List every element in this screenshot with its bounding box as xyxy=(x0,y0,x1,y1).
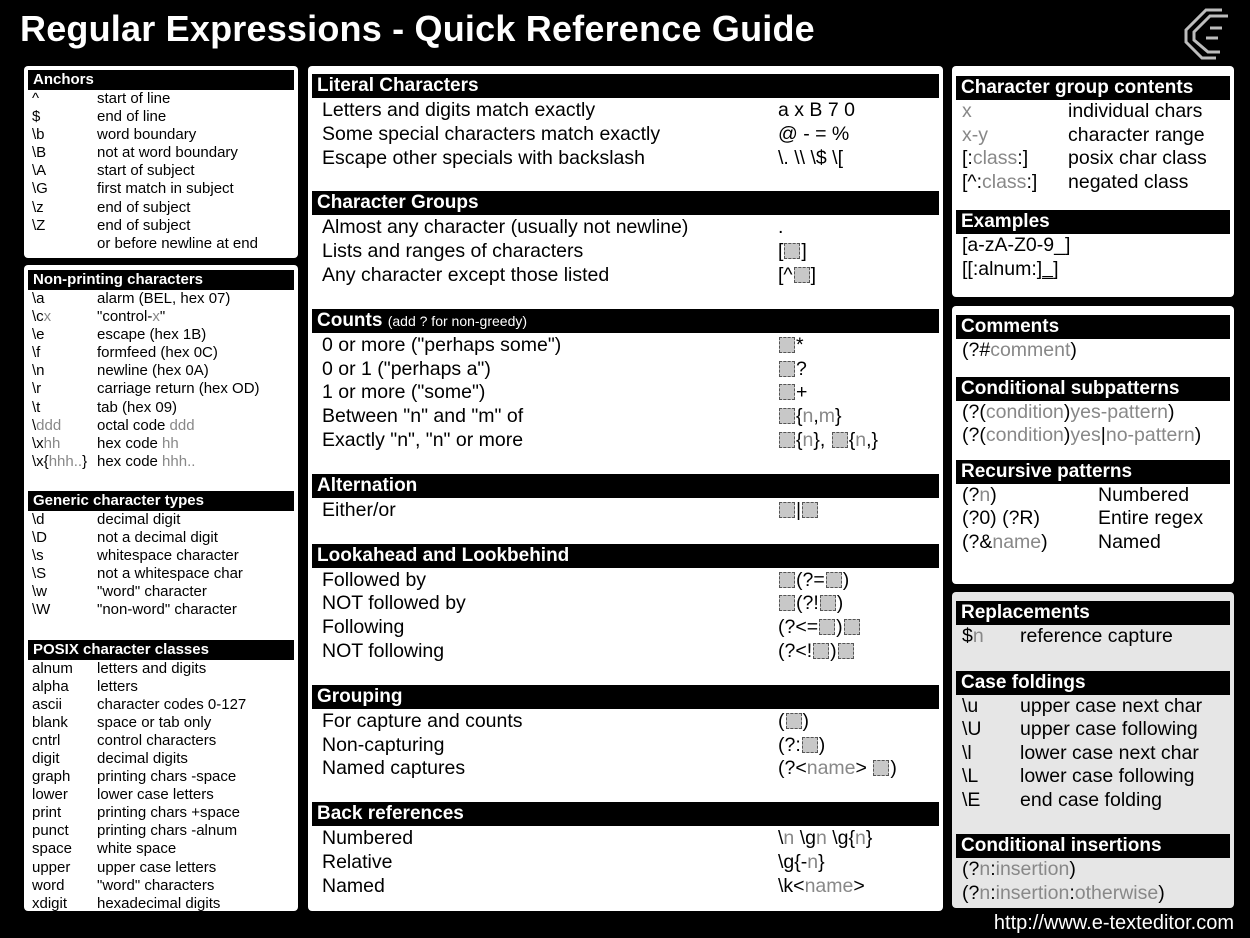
grouping-header: Grouping xyxy=(312,685,939,709)
anchor-key: \G xyxy=(32,180,48,198)
conditional-line-2: (?(condition)yes|no-pattern) xyxy=(962,424,1202,446)
posix-class-row xyxy=(24,714,298,732)
token-placeholder-icon xyxy=(802,502,818,518)
count-row xyxy=(308,333,943,357)
group-content-key: [^:class:] xyxy=(962,170,1038,193)
posix-class-row xyxy=(24,859,298,877)
condins-line-2: (?n:insertion:otherwise) xyxy=(962,881,1165,904)
posix-class-row xyxy=(24,804,298,822)
posix-class-row xyxy=(24,678,298,696)
backref-desc: Relative xyxy=(322,850,393,873)
posix-class-row xyxy=(24,660,298,678)
literal-key: Letters and digits match exactly xyxy=(322,99,596,121)
generic-type-key: \S xyxy=(32,565,47,583)
posix-class-desc: letters xyxy=(97,677,138,695)
anchor-key: \z xyxy=(32,198,44,216)
posix-class-row xyxy=(24,732,298,750)
group-desc: Almost any character (usually not newline) xyxy=(322,216,689,239)
posix-class-key: alnum xyxy=(32,659,73,677)
anchor-desc: word boundary xyxy=(97,126,197,144)
replacement-key: $n xyxy=(962,625,984,647)
nonprinting-desc: formfeed (hex 0C) xyxy=(97,344,218,362)
posix-class-row xyxy=(24,768,298,786)
anchor-row xyxy=(24,180,298,198)
posix-class-desc: white space xyxy=(97,840,177,858)
count-row xyxy=(308,380,943,404)
casefold-desc: upper case following xyxy=(1020,718,1198,740)
casefold-key: \u xyxy=(962,694,979,717)
posix-class-desc: "word" characters xyxy=(97,876,215,894)
generic-type-key: \w xyxy=(32,583,47,601)
backref-syntax: \k<name> xyxy=(778,874,865,897)
generic-type-row xyxy=(24,529,298,547)
token-placeholder-icon xyxy=(802,737,818,753)
posix-class-desc: space or tab only xyxy=(97,713,212,731)
group-content-key: [:class:] xyxy=(962,147,1029,169)
anchors-header: Anchors xyxy=(28,70,294,90)
grouping-row xyxy=(308,733,943,757)
casefold-desc: lower case following xyxy=(1020,765,1195,787)
posix-class-key: xdigit xyxy=(32,894,68,911)
casefold-row xyxy=(952,742,1234,766)
token-placeholder-icon xyxy=(819,619,835,635)
posix-header: POSIX character classes xyxy=(28,640,294,660)
anchor-row xyxy=(24,108,298,126)
nonprinting-row xyxy=(24,362,298,380)
token-placeholder-icon xyxy=(779,572,795,588)
posix-class-key: word xyxy=(32,876,65,894)
posix-class-row xyxy=(24,786,298,804)
nonprinting-key: \f xyxy=(32,344,41,362)
look-row xyxy=(308,615,943,639)
posix-class-desc: decimal digits xyxy=(97,749,188,767)
anchor-desc: or before newline at end xyxy=(97,234,258,252)
recursive-key: (?&name) xyxy=(962,530,1048,553)
token-placeholder-icon xyxy=(832,432,848,448)
posix-class-key: graph xyxy=(32,768,71,786)
posix-class-key: blank xyxy=(32,713,68,731)
nonprinting-panel xyxy=(24,265,298,911)
anchor-desc: first match in subject xyxy=(97,180,234,198)
literal-desc: a x B 7 0 xyxy=(778,99,855,121)
token-placeholder-icon xyxy=(844,619,860,635)
posix-class-key: cntrl xyxy=(32,731,61,749)
anchor-row xyxy=(24,144,298,162)
anchor-desc: start of line xyxy=(97,90,171,107)
count-desc: 0 or more ("perhaps some") xyxy=(322,333,562,356)
casefold-row xyxy=(952,765,1234,789)
token-placeholder-icon xyxy=(838,643,854,659)
nonprinting-desc: newline (hex 0A) xyxy=(97,362,209,380)
casefold-row xyxy=(952,718,1234,742)
token-placeholder-icon xyxy=(779,502,795,518)
posix-class-key: space xyxy=(32,840,73,858)
alternation-header: Alternation xyxy=(312,474,939,498)
casefold-header: Case foldings xyxy=(956,671,1230,695)
casefold-key: \U xyxy=(962,718,982,740)
nonprinting-key: \cx xyxy=(32,308,52,326)
generic-type-desc: not a decimal digit xyxy=(97,529,218,547)
generic-type-desc: "non-word" character xyxy=(97,601,237,619)
token-placeholder-icon xyxy=(779,361,795,377)
e-texteditor-logo-icon xyxy=(1176,6,1238,64)
generic-type-desc: decimal digit xyxy=(97,510,181,528)
backref-syntax: \g{-n} xyxy=(778,850,825,873)
grouping-desc: Named captures xyxy=(322,757,466,780)
anchors-panel xyxy=(24,66,298,258)
grouping-desc: For capture and counts xyxy=(322,709,523,732)
count-row xyxy=(308,404,943,428)
literal-header: Literal Characters xyxy=(312,74,939,98)
nonprinting-desc: "control-x" xyxy=(97,308,166,326)
anchor-row xyxy=(24,235,298,253)
recursive-desc: Named xyxy=(1098,530,1161,553)
look-desc: Following xyxy=(322,616,405,639)
conditional-header: Conditional subpatterns xyxy=(956,377,1230,401)
anchor-key: ^ xyxy=(32,90,40,107)
group-content-row xyxy=(952,124,1234,148)
nonprinting-desc: carriage return (hex OD) xyxy=(97,380,260,398)
generic-type-key: \s xyxy=(32,547,44,565)
posix-class-desc: hexadecimal digits xyxy=(97,894,221,911)
count-row xyxy=(308,357,943,381)
counts-header: Counts (add ? for non-greedy) xyxy=(312,309,939,333)
posix-class-desc: printing chars -space xyxy=(97,768,237,786)
group-row xyxy=(308,215,943,239)
nonprinting-row xyxy=(24,417,298,435)
posix-class-row xyxy=(24,822,298,840)
anchor-desc: end of subject xyxy=(97,216,191,234)
look-header: Lookahead and Lookbehind xyxy=(312,544,939,568)
casefold-row xyxy=(952,695,1234,719)
casefold-desc: upper case next char xyxy=(1020,694,1203,717)
posix-class-desc: character codes 0-127 xyxy=(97,695,247,713)
posix-class-row xyxy=(24,696,298,714)
anchor-desc: start of subject xyxy=(97,162,195,180)
generic-type-key: \d xyxy=(32,510,45,528)
group-desc: Lists and ranges of characters xyxy=(322,240,584,263)
posix-class-desc: letters and digits xyxy=(97,659,207,677)
nonprinting-key: \n xyxy=(32,362,45,380)
example-1: [a-zA-Z0-9_] xyxy=(962,234,1071,256)
generic-header: Generic character types xyxy=(28,491,294,511)
backref-desc: Named xyxy=(322,874,385,897)
nonprinting-desc: hex code hhh.. xyxy=(97,452,196,470)
literal-key: Escape other specials with backslash xyxy=(322,146,645,169)
counts-note: (add ? for non-greedy) xyxy=(387,312,528,329)
generic-type-desc: "word" character xyxy=(97,583,207,601)
nonprinting-row xyxy=(24,399,298,417)
count-syntax: {n,m} xyxy=(778,404,842,428)
comment-syntax: (?#comment) xyxy=(962,339,1077,361)
replacements-header: Replacements xyxy=(956,601,1230,625)
grouping-syntax: ( ) xyxy=(778,709,809,732)
count-desc: 0 or 1 ("perhaps a") xyxy=(322,357,491,380)
nonprinting-key: \e xyxy=(32,326,45,344)
anchor-desc: end of line xyxy=(97,108,167,126)
casefold-key: \L xyxy=(962,765,979,787)
group-content-key: x xyxy=(962,100,972,122)
group-content-row xyxy=(952,171,1234,195)
token-placeholder-icon xyxy=(813,643,829,659)
posix-class-key: ascii xyxy=(32,695,63,713)
anchor-row xyxy=(24,90,298,108)
token-placeholder-icon xyxy=(784,243,800,259)
recursive-desc: Entire regex xyxy=(1098,507,1204,529)
count-syntax: * xyxy=(778,333,804,357)
look-row xyxy=(308,639,943,663)
anchor-desc: not at word boundary xyxy=(97,144,238,162)
generic-type-desc: whitespace character xyxy=(97,547,239,565)
generic-type-key: \D xyxy=(32,529,47,547)
anchor-row xyxy=(24,199,298,217)
look-syntax: (?<! ) xyxy=(778,639,855,663)
nonprinting-key: \a xyxy=(32,290,45,307)
example-2: [[:alnum:]_] xyxy=(962,257,1059,280)
casefold-desc: end case folding xyxy=(1020,788,1163,811)
group-content-desc: posix char class xyxy=(1068,147,1207,169)
group-syntax: [^ ] xyxy=(778,263,816,286)
token-placeholder-icon xyxy=(779,384,795,400)
group-content-desc: individual chars xyxy=(1068,100,1203,122)
grouping-row xyxy=(308,709,943,733)
posix-class-key: print xyxy=(32,804,62,822)
literal-row xyxy=(308,146,943,170)
posix-class-desc: lower case letters xyxy=(97,786,214,804)
recursive-key: (?0) (?R) xyxy=(962,507,1041,529)
anchor-key: \A xyxy=(32,162,47,180)
posix-class-desc: control characters xyxy=(97,731,217,749)
backref-row xyxy=(308,826,943,850)
group-row xyxy=(308,239,943,263)
count-desc: Exactly "n", "n" or more xyxy=(322,428,524,451)
recursive-row xyxy=(952,531,1234,555)
generic-type-row xyxy=(24,601,298,619)
nonprinting-key: \xhh xyxy=(32,434,61,452)
groupcontents-panel xyxy=(952,66,1234,297)
casefold-row xyxy=(952,789,1234,813)
backref-syntax: \n \gn \g{n} xyxy=(778,827,873,850)
anchor-desc: end of subject xyxy=(97,198,191,216)
posix-class-key: lower xyxy=(32,786,68,804)
nonprinting-desc: alarm (BEL, hex 07) xyxy=(97,290,231,307)
anchor-row xyxy=(24,162,298,180)
anchor-key: \B xyxy=(32,144,47,162)
posix-class-desc: printing chars +space xyxy=(97,804,240,822)
posix-class-key: digit xyxy=(32,749,60,767)
literal-desc: @ - = % xyxy=(778,122,850,145)
count-syntax: {n}, {n,} xyxy=(778,428,878,452)
group-row xyxy=(308,263,943,287)
condins-header: Conditional insertions xyxy=(956,834,1230,858)
group-syntax: . xyxy=(778,216,784,239)
token-placeholder-icon xyxy=(873,760,889,776)
grouping-row xyxy=(308,756,943,780)
examples-header: Examples xyxy=(956,210,1230,234)
generic-type-desc: not a whitespace char xyxy=(97,565,243,583)
nonprinting-desc: octal code ddd xyxy=(97,416,195,434)
nonprinting-row xyxy=(24,326,298,344)
nonprinting-desc: escape (hex 1B) xyxy=(97,326,207,344)
token-placeholder-icon xyxy=(779,337,795,353)
replacements-panel xyxy=(952,592,1234,908)
posix-class-row xyxy=(24,877,298,895)
nonprinting-header: Non-printing characters xyxy=(28,270,294,290)
page-title: Regular Expressions - Quick Reference Guide xyxy=(20,8,815,49)
look-syntax: (?! ) xyxy=(778,591,843,615)
nonprinting-row xyxy=(24,435,298,453)
generic-type-row xyxy=(24,547,298,565)
nonprinting-key: \x{hhh..} xyxy=(32,452,88,470)
alternation-row xyxy=(308,498,943,522)
comments-panel xyxy=(952,306,1234,584)
literal-desc: \. \\ \$ \[ xyxy=(778,146,844,169)
generic-type-row xyxy=(24,583,298,601)
posix-class-key: punct xyxy=(32,822,69,840)
recursive-desc: Numbered xyxy=(1098,483,1190,506)
look-row xyxy=(308,568,943,592)
backref-desc: Numbered xyxy=(322,827,414,850)
token-placeholder-icon xyxy=(820,595,836,611)
posix-class-key: alpha xyxy=(32,677,69,695)
generic-type-key: \W xyxy=(32,601,51,619)
grouping-desc: Non-capturing xyxy=(322,733,445,756)
posix-class-desc: printing chars -alnum xyxy=(97,822,238,840)
posix-class-row xyxy=(24,750,298,768)
recursive-header: Recursive patterns xyxy=(956,460,1230,484)
group-content-desc: character range xyxy=(1068,123,1205,146)
literal-key: Some special characters match exactly xyxy=(322,122,661,145)
nonprinting-row xyxy=(24,380,298,398)
nonprinting-desc: hex code hh xyxy=(97,434,179,452)
look-desc: Followed by xyxy=(322,568,427,591)
generic-type-row xyxy=(24,565,298,583)
token-placeholder-icon xyxy=(794,267,810,283)
group-content-desc: negated class xyxy=(1068,170,1189,193)
look-desc: NOT following xyxy=(322,639,445,662)
count-row xyxy=(308,428,943,452)
token-placeholder-icon xyxy=(779,432,795,448)
count-syntax: + xyxy=(778,380,807,404)
nonprinting-row xyxy=(24,453,298,471)
anchor-key: $ xyxy=(32,108,41,126)
token-placeholder-icon xyxy=(779,408,795,424)
footer-url[interactable]: http://www.e-texteditor.com xyxy=(993,912,1234,934)
nonprinting-key: \r xyxy=(32,380,42,398)
group-content-row xyxy=(952,100,1234,124)
comments-header: Comments xyxy=(956,315,1230,339)
nonprinting-row xyxy=(24,344,298,362)
look-syntax: (?<= ) xyxy=(778,615,861,639)
group-content-key: x-y xyxy=(962,123,988,146)
posix-class-desc: upper case letters xyxy=(97,858,217,876)
groups-header: Character Groups xyxy=(312,191,939,215)
backrefs-header: Back references xyxy=(312,802,939,826)
posix-class-key: upper xyxy=(32,858,71,876)
anchor-row xyxy=(24,126,298,144)
group-syntax: [ ] xyxy=(778,240,807,263)
casefold-key: \l xyxy=(962,741,972,764)
nonprinting-key: \ddd xyxy=(32,416,62,434)
recursive-row xyxy=(952,507,1234,531)
look-row xyxy=(308,591,943,615)
token-placeholder-icon xyxy=(826,572,842,588)
group-desc: Any character except those listed xyxy=(322,263,610,286)
middle-panel xyxy=(308,66,943,911)
token-placeholder-icon xyxy=(786,713,802,729)
literal-row xyxy=(308,98,943,122)
nonprinting-desc: tab (hex 09) xyxy=(97,398,178,416)
nonprinting-row xyxy=(24,290,298,308)
nonprinting-key: \t xyxy=(32,398,41,416)
recursive-row xyxy=(952,484,1234,508)
groupcontents-header: Character group contents xyxy=(956,76,1230,100)
replacement-row xyxy=(952,625,1234,649)
condins-line-1: (?n:insertion) xyxy=(962,858,1076,880)
grouping-syntax: (?: ) xyxy=(778,733,826,756)
count-desc: Between "n" and "m" of xyxy=(322,405,524,428)
generic-type-row xyxy=(24,511,298,529)
count-desc: 1 or more ("some") xyxy=(322,381,486,404)
conditional-line-1: (?(condition)yes-pattern) xyxy=(962,400,1175,423)
alternation-desc: Either/or xyxy=(322,498,396,521)
anchor-row xyxy=(24,217,298,235)
count-syntax: ? xyxy=(778,357,807,381)
backref-row xyxy=(308,850,943,874)
look-desc: NOT followed by xyxy=(322,592,466,615)
alternation-syntax: | xyxy=(778,498,819,522)
group-content-row xyxy=(952,147,1234,171)
token-placeholder-icon xyxy=(779,595,795,611)
literal-row xyxy=(308,122,943,146)
anchor-key: \b xyxy=(32,126,45,144)
nonprinting-row xyxy=(24,308,298,326)
recursive-key: (?n) xyxy=(962,483,997,506)
casefold-key: \E xyxy=(962,788,981,811)
posix-class-row xyxy=(24,840,298,858)
replacement-desc: reference capture xyxy=(1020,625,1173,647)
posix-class-row xyxy=(24,895,298,911)
grouping-syntax: (?<name> ) xyxy=(778,757,897,780)
anchor-key: \Z xyxy=(32,216,46,234)
look-syntax: (?= ) xyxy=(778,568,849,592)
backref-row xyxy=(308,874,943,898)
casefold-desc: lower case next char xyxy=(1020,741,1199,764)
